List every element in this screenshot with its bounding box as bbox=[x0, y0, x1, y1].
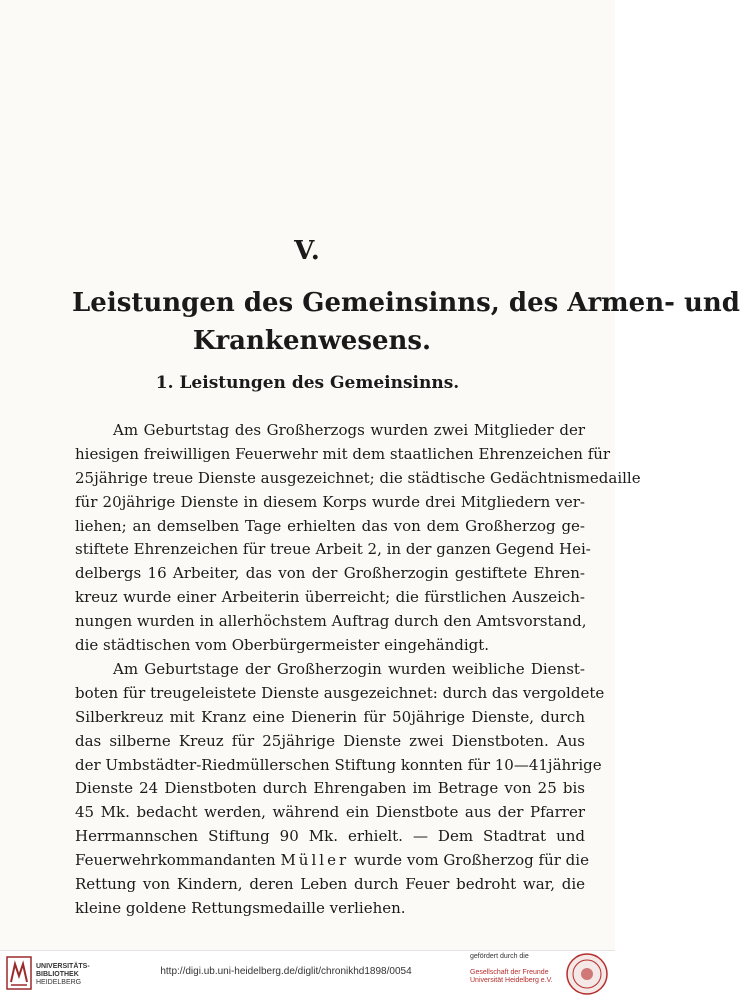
sponsor-name: Universität Heidelberg e.V. bbox=[470, 977, 553, 984]
text-line: stiftete Ehrenzeichen für treue Arbeit 2, in der ganzen Gegend Hei- bbox=[75, 540, 591, 559]
text-line: hiesigen freiwilligen Feuerwehr mit dem staatlichen Ehrenzeichen für bbox=[75, 444, 611, 463]
text-line: kreuz wurde einer Arbeiterin überreicht; die fürstlichen Auszeich- bbox=[75, 588, 585, 607]
university-seal-icon[interactable] bbox=[565, 952, 609, 996]
chapter-title bbox=[72, 284, 740, 360]
text-line: das silberne Kreuz für 25jährige Dienste zwei Dienstboten. Aus bbox=[75, 731, 585, 750]
text-line: 25jährige treue Dienste ausgezeichnet; die städtische Gedächtnismedaille bbox=[75, 468, 641, 487]
text-line: für 20jährige Dienste in diesem Korps wurde drei Mitgliedern ver- bbox=[75, 492, 585, 511]
text-line: Am Geburtstage der Großherzogin wurden weibliche Dienst- bbox=[113, 660, 585, 678]
text-line: Rettung von Kindern, deren Leben durch Feuer bedroht war, die bbox=[75, 875, 585, 894]
text-line: delbergs 16 Arbeiter, das von der Großherzogin gestiftete Ehren- bbox=[75, 564, 585, 583]
paragraph-1 bbox=[75, 419, 641, 658]
text-line: nungen wurden in allerhöchstem Auftrag durch den Amtsvorstand, bbox=[75, 612, 587, 631]
text-line: die städtischen vom Oberbürgermeister eingehändigt. bbox=[75, 636, 490, 655]
text-line: Dienste 24 Dienstboten durch Ehrengaben im Betrage von 25 bis bbox=[75, 779, 585, 798]
text-line: 45 Mk. bedacht werden, während ein Dienstbote aus der Pfarrer bbox=[75, 803, 585, 822]
text-line: kleine goldene Rettungsmedaille verliehen. bbox=[75, 898, 406, 917]
text-line: Am Geburtstag des Großherzogs wurden zwei Mitglieder der bbox=[113, 421, 585, 439]
person-name: Müller bbox=[280, 851, 350, 870]
text-segment: wurde vom Großherzog für die bbox=[353, 851, 589, 870]
chapter-title-line: Leistungen des Gemeinsinns, des Armen- und bbox=[72, 288, 740, 318]
text-line: boten für treugeleistete Dienste ausgezeichnet: durch das vergoldete bbox=[75, 683, 605, 702]
library-line: UNIVERSITÄTS- bbox=[36, 963, 90, 970]
sponsor-name: Gesellschaft der Freunde bbox=[470, 969, 549, 976]
text-line: der Umbstädter-Riedmüllerschen Stiftung konnten für 10—41jährige bbox=[75, 755, 602, 774]
text-line: Silberkreuz mit Kranz eine Dienerin für 50jährige Dienste, durch bbox=[75, 707, 585, 726]
text-segment: Feuerwehrkommandanten bbox=[75, 851, 276, 870]
paragraph-2 bbox=[75, 658, 605, 921]
text-line bbox=[75, 849, 589, 873]
sponsor-credit[interactable] bbox=[470, 953, 570, 985]
text-line: liehen; an demselben Tage erhielten das von dem Großherzog ge- bbox=[75, 516, 585, 535]
library-line: HEIDELBERG bbox=[36, 979, 82, 986]
sponsor-label: gefördert durch die bbox=[470, 953, 529, 960]
library-line: BIBLIOTHEK bbox=[36, 971, 79, 978]
permalink-url[interactable]: http://digi.ub.uni-heidelberg.de/diglit/chronikhd1898/0054 bbox=[160, 966, 412, 977]
chapter-title-line: Krankenwesens. bbox=[192, 326, 432, 356]
ub-heidelberg-logo-icon[interactable] bbox=[6, 956, 32, 990]
library-name[interactable] bbox=[36, 963, 90, 987]
text-line: Herrmannschen Stiftung 90 Mk. erhielt. — Dem Stadtrat und bbox=[75, 827, 585, 846]
section-heading: 1. Leistungen des Gemeinsinns. bbox=[155, 373, 460, 393]
chapter-number: V. bbox=[294, 236, 321, 266]
